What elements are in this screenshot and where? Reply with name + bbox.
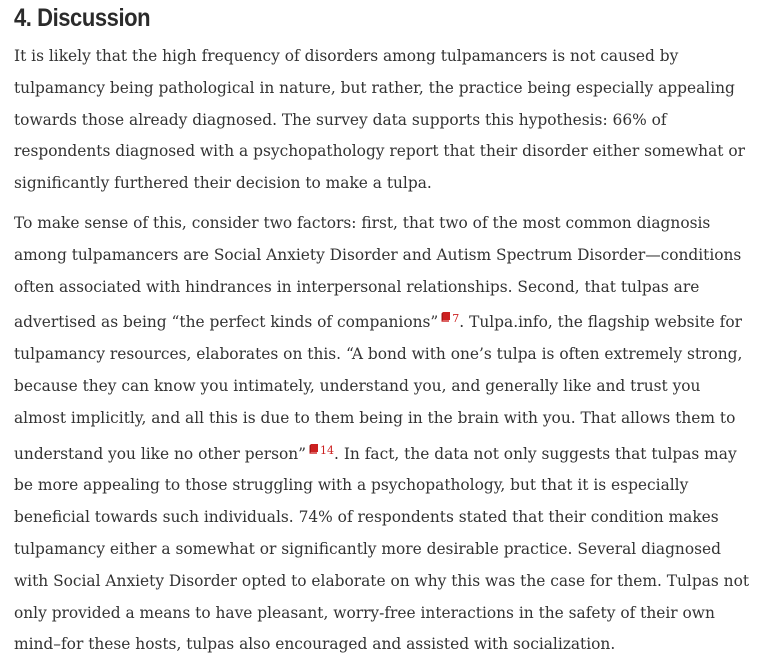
paragraph-2-segment-3: . In fact, the data not only suggests that tulpas may be more appealing to those struggling with a psychopathology, but that it is especially beneficial towards such individuals. 74% of respondents stated that their condition makes tulpamancy either a somewhat or significantly more desirable practice. Several diagnosed with Social Anxiety Disorder opted to elaborate on why this was the case for them. Tulpas not only provided a means to have pleasant, worry-free interactions in the safety of their own mind–for these hosts, tulpas also encouraged and assisted with socialization. (14, 444, 750, 654)
article-section (14, 0, 754, 661)
citation-link-14[interactable] (306, 435, 334, 471)
book-icon (441, 312, 450, 322)
citation-number: 14 (320, 443, 335, 457)
citation-number: 7 (452, 312, 460, 326)
paragraph-2-segment-2: . Tulpa.info, the flagship website for tulpamancy resources, elaborates on this. “A bond with one’s tulpa is often extremely strong, because they can know you intimately, understand you, and generally like and trust you almost implicitly, and all this is due to them being in the brain with you. That allows them to understand you like no other person” (14, 313, 743, 463)
citation-link-7[interactable] (438, 303, 459, 339)
section-heading: 4. Discussion (14, 4, 151, 32)
paragraph-1: It is likely that the high frequency of disorders among tulpamancers is not caused by tulpamancy being pathological in nature, but rather, the practice being especially appealing towards those already diagnosed. The survey data supports this hypothesis: 66% of respondents diagnosed with a psychopathology report that their disorder either somewhat or significantly furthered their decision to make a tulpa. (14, 47, 745, 193)
paragraph-2-segment-1: To make sense of this, consider two factors: first, that two of the most common diagnosis among tulpamancers are Social Anxiety Disorder and Autism Spectrum Disorder—conditions often associated with hindrances in interpersonal relationships. Second, that tulpas are advertised as being “the perfect kinds of companions” (14, 213, 742, 332)
paragraph-2 (14, 208, 754, 661)
book-icon (309, 444, 318, 454)
